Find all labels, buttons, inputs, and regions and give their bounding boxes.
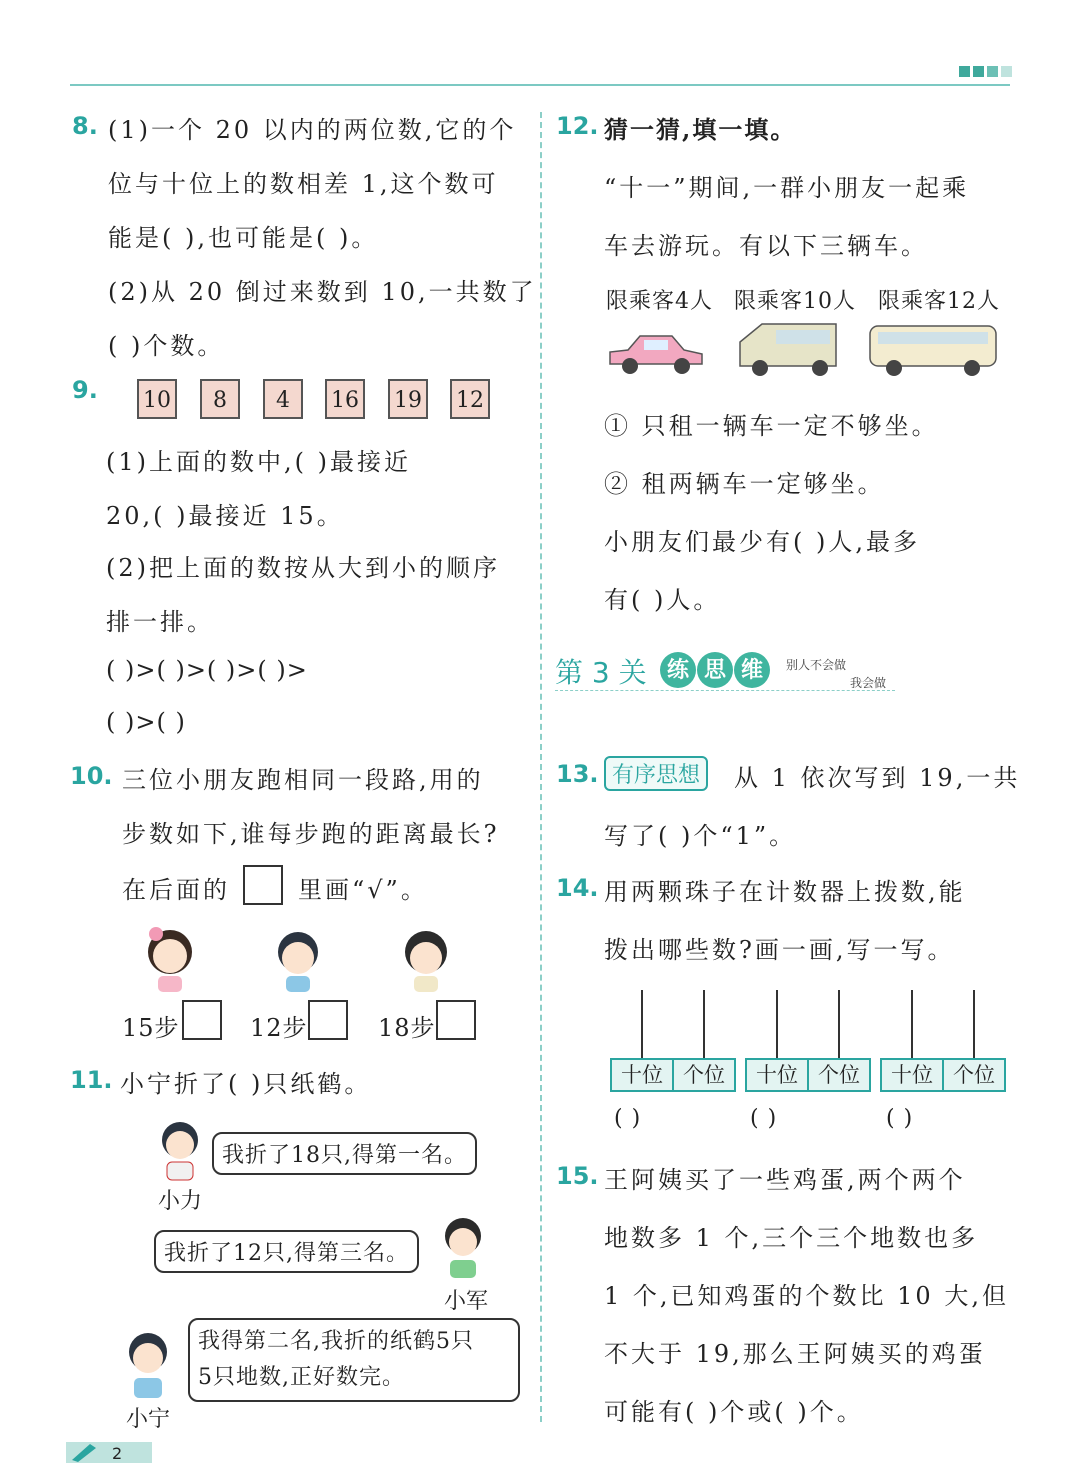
q11-line-1[interactable]: 小宁折了( )只纸鹤。 <box>120 1070 372 1098</box>
ones-label: 个位 <box>683 1063 725 1087</box>
ordered-thinking-tag: 有序思想 <box>604 756 708 791</box>
pencil-icon <box>68 1440 102 1463</box>
q10-line-3b: 里画“√”。 <box>298 876 428 904</box>
q8-line-2: 位与十位上的数相差 1,这个数可 <box>108 170 499 198</box>
q12-condition-1: ① 只租一辆车一定不够坐。 <box>604 412 939 440</box>
boy-1-icon <box>268 926 328 996</box>
abacus-answer[interactable]: ( ) <box>750 1106 778 1131</box>
name-xiaojun: 小军 <box>444 1289 489 1314</box>
level-note-2: 我会做 <box>850 676 887 690</box>
abacus-base <box>610 1058 736 1092</box>
abacus-rod[interactable] <box>911 990 913 1060</box>
q14-number: 14. <box>556 874 599 902</box>
speech-bubble-xiaoning <box>188 1318 520 1402</box>
abacus-rod[interactable] <box>973 990 975 1060</box>
speech-bubble-xiaojun: 我折了12只,得第三名。 <box>154 1230 419 1273</box>
q14-line-1: 用两颗珠子在计数器上拨数,能 <box>604 878 966 906</box>
q10-line-3a: 在后面的 <box>122 876 230 904</box>
q9-order-line-1[interactable]: ( )>( )>( )>( )> <box>106 656 308 684</box>
level-note-1: 别人不会做 <box>786 658 847 672</box>
xiaoning-icon <box>122 1328 174 1400</box>
sample-checkbox <box>243 865 283 905</box>
q15-line-1: 王阿姨买了一些鸡蛋,两个两个 <box>604 1166 966 1194</box>
steps-label: 12步 <box>250 1014 308 1042</box>
name-xiaoning: 小宁 <box>126 1407 171 1432</box>
name-xiaoli: 小力 <box>158 1189 203 1214</box>
q11-number: 11. <box>70 1066 113 1094</box>
q15-line-4: 不大于 19,那么王阿姨买的鸡蛋 <box>604 1340 986 1368</box>
xiaojun-icon <box>438 1214 488 1280</box>
q12-line-1: “十一”期间,一群小朋友一起乘 <box>604 174 970 202</box>
speech-bubble-xiaoli: 我折了18只,得第一名。 <box>212 1132 477 1175</box>
abacus-rod[interactable] <box>838 990 840 1060</box>
abacus-answer[interactable]: ( ) <box>886 1106 914 1131</box>
header-rule <box>70 84 1010 86</box>
q8-line-4: (2)从 20 倒过来数到 10,一共数了 <box>108 278 537 306</box>
ones-label: 个位 <box>818 1063 860 1087</box>
q12-title: 猜一猜,填一填。 <box>604 115 797 144</box>
abacus-rod[interactable] <box>703 990 705 1060</box>
girl-2-icon <box>396 926 456 996</box>
car-limit-label: 限乘客10人 <box>734 289 856 314</box>
number-card: 16 <box>325 379 365 419</box>
column-divider <box>540 112 542 1422</box>
q9-line-4: 排一排。 <box>106 608 214 636</box>
q9-order-line-2[interactable]: ( )>( ) <box>106 708 186 736</box>
abacus-rod[interactable] <box>776 990 778 1060</box>
bubble-line-1: 我得第二名,我折的纸鹤5只 <box>198 1329 474 1354</box>
q13-line-2[interactable]: 写了( )个“1”。 <box>604 822 797 850</box>
number-card: 4 <box>263 379 303 419</box>
level-char: 思 <box>697 652 733 688</box>
steps-label: 15步 <box>122 1014 180 1042</box>
ones-label: 个位 <box>953 1063 995 1087</box>
car-limit-label: 限乘客12人 <box>878 289 1000 314</box>
number-card: 8 <box>200 379 240 419</box>
q9-line-2[interactable]: 20,( )最接近 15。 <box>106 502 344 530</box>
abacus-base <box>880 1058 1006 1092</box>
q13-number: 13. <box>556 760 599 788</box>
bus-icon <box>866 320 1000 378</box>
q9-line-1[interactable]: (1)上面的数中,( )最接近 <box>106 448 411 476</box>
level-char: 维 <box>734 652 770 688</box>
steps-label: 18步 <box>378 1014 436 1042</box>
answer-checkbox[interactable] <box>308 1000 348 1040</box>
girl-1-icon <box>140 924 200 994</box>
abacus-rod[interactable] <box>641 990 643 1060</box>
q8-number: 8. <box>72 112 98 140</box>
number-card: 10 <box>137 379 177 419</box>
q12-number: 12. <box>556 112 599 140</box>
abacus-base <box>745 1058 871 1092</box>
answer-checkbox[interactable] <box>436 1000 476 1040</box>
level-title: 第 3 关 <box>555 656 647 689</box>
q8-line-5[interactable]: ( )个数。 <box>108 332 225 360</box>
q10-number: 10. <box>70 762 113 790</box>
q13-line-1: 从 1 依次写到 19,一共 <box>734 764 1021 792</box>
q14-line-2: 拨出哪些数?画一画,写一写。 <box>604 936 955 964</box>
q15-number: 15. <box>556 1162 599 1190</box>
q9-line-3: (2)把上面的数按从大到小的顺序 <box>106 554 500 582</box>
car-icon <box>606 326 706 378</box>
tens-label: 十位 <box>612 1060 674 1090</box>
level-char: 练 <box>660 652 696 688</box>
number-card: 19 <box>388 379 428 419</box>
q12-line-3[interactable]: 小朋友们最少有( )人,最多 <box>604 528 920 556</box>
q12-line-2: 车去游玩。有以下三辆车。 <box>604 232 928 260</box>
q12-condition-2: ② 租两辆车一定够坐。 <box>604 470 885 498</box>
q15-line-2: 地数多 1 个,三个三个地数也多 <box>604 1224 979 1252</box>
bubble-line-2: 5只地数,正好数完。 <box>198 1365 405 1390</box>
tens-label: 十位 <box>882 1060 944 1090</box>
xiaoli-icon <box>155 1118 205 1182</box>
corner-squares <box>959 66 1012 77</box>
level-badge <box>660 652 771 688</box>
q15-line-5[interactable]: 可能有( )个或( )个。 <box>604 1398 864 1426</box>
abacus-answer[interactable]: ( ) <box>614 1106 642 1131</box>
q12-line-4[interactable]: 有( )人。 <box>604 586 721 614</box>
level-underline <box>555 690 895 691</box>
q10-line-1: 三位小朋友跑相同一段路,用的 <box>122 766 484 794</box>
q9-number: 9. <box>72 376 98 404</box>
number-card: 12 <box>450 379 490 419</box>
page-number: 2 <box>112 1444 123 1463</box>
q8-line-1: (1)一个 20 以内的两位数,它的个 <box>108 116 517 144</box>
tens-label: 十位 <box>747 1060 809 1090</box>
van-icon <box>736 318 842 378</box>
q8-line-3[interactable]: 能是( ),也可能是( )。 <box>108 224 379 252</box>
answer-checkbox[interactable] <box>182 1000 222 1040</box>
q15-line-3: 1 个,已知鸡蛋的个数比 10 大,但 <box>604 1282 1009 1310</box>
car-limit-label: 限乘客4人 <box>606 289 713 314</box>
q10-line-2: 步数如下,谁每步跑的距离最长? <box>122 820 500 848</box>
